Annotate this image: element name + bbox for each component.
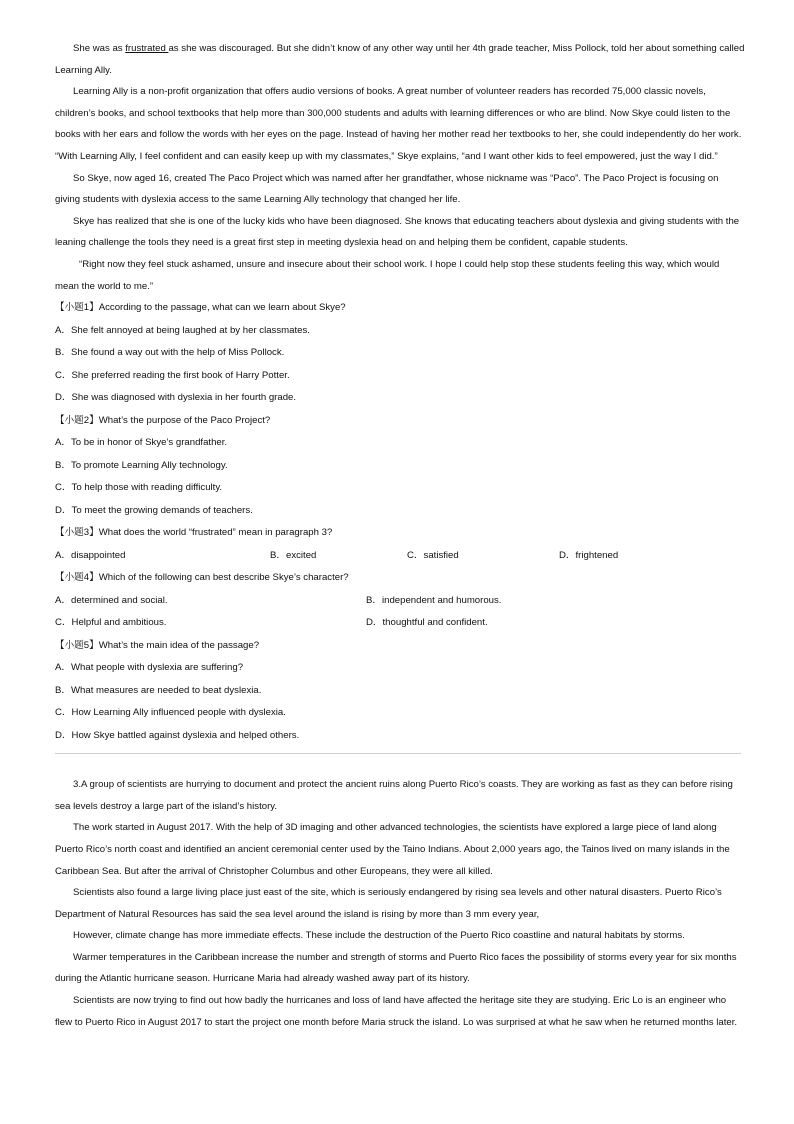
question-2-stem: 【小题2】What’s the purpose of the Paco Project? [55, 414, 271, 426]
question-1-option-b: B．She found a way out with the help of Miss Pollock. [55, 347, 285, 359]
question-5-stem: 【小题5】What’s the main idea of the passage? [55, 639, 260, 651]
question-3-option-a: A．disappointed [55, 549, 126, 561]
question-5-option-a: A．What people with dyslexia are suffering? [55, 662, 244, 674]
question-2-option-b: B．To promote Learning Ally technology. [55, 459, 228, 471]
question-2-option-d: D．To meet the growing demands of teachers. [55, 504, 253, 516]
question-1-option-d: D．She was diagnosed with dyslexia in her fourth grade. [55, 392, 297, 404]
question-2-option-a: A．To be in honor of Skye’s grandfather. [55, 437, 228, 449]
passage1-paragraph-2: Learning Ally is a non-profit organization that offers audio versions of books. A great number of volunteer readers has recorded 75,000 classic novels, children’s books, and school textbooks that help more than 300,000 students and adults with learning differences or who are blind. Now Skye could listen to the books with her ears and follow the words with her eyes on the page. Instead of having her mother read her textbooks to her, she could independently do her work. “With Learning Ally, I feel confident and can easily keep up with my classmates,” Skye explains, “and I want other kids to feel empowered, just the way I did.” [55, 86, 742, 162]
question-4-option-b: B．independent and humorous. [366, 594, 502, 606]
passage3-paragraph-2: The work started in August 2017. With the help of 3D imaging and other advanced technologies, the scientists have explored a large piece of land along Puerto Rico’s north coast and identified an ancient ceremonial center used by the Taino Indians. About 2,000 years ago, the Tainos lived on many islands in the Caribbean Sea. But after the arrival of Christopher Columbus and other Europeans, they were all killed. [55, 822, 730, 877]
question-4-option-a: A．determined and social. [55, 594, 168, 606]
question-4-option-c: C．Helpful and ambitious. [55, 617, 167, 629]
passage3-paragraph-5: Warmer temperatures in the Caribbean increase the number and strength of storms and Puerto Rico faces the possibility of storms every year for six months during the Atlantic hurricane season. Hurricane Maria had already washed away part of its history. [55, 951, 737, 985]
underlined-word: frustrated [125, 43, 169, 54]
question-3-options [55, 545, 745, 568]
passage3-paragraph-3: Scientists also found a large living place just east of the site, which is seriously endangered by rising sea levels and other natural disasters. Puerto Rico’s Department of Natural Resources has said the sea level around the island is rising by more than 3 mm every year, [55, 887, 722, 920]
question-2-option-c: C．To help those with reading difficulty. [55, 482, 223, 494]
document-page [55, 38, 745, 1033]
question-3-option-c: C．satisfied [407, 549, 459, 561]
question-4-stem: 【小题4】Which of the following can best describe Skye’s character? [55, 572, 349, 584]
passage1-paragraph-3: So Skye, now aged 16, created The Paco Project which was named after her grandfather, whose nickname was “Paco”. The Paco Project is focusing on giving students with dyslexia access to the same Learning Ally technology that changed her life. [55, 172, 719, 206]
question-4-option-d: D．thoughtful and confident. [366, 617, 488, 629]
passage1-paragraph-4: Skye has realized that she is one of the lucky kids who have been diagnosed. She knows that educating teachers about dyslexia and giving students with the leaning challenge the tools they need is a great first step in meeting dyslexia head on and helping them be confident, capable students. [55, 215, 740, 249]
question-4-options-row-1 [55, 590, 745, 613]
text-run: She was as [73, 43, 126, 54]
question-1-option-a: A．She felt annoyed at being laughed at by her classmates. [55, 324, 310, 336]
question-1-stem: 【小题1】According to the passage, what can we learn about Skye? [55, 302, 346, 314]
text-run: as she was discouraged. But she didn’t know of any other way until her 4th grade teacher, Miss Pollock, told her about something called Learning Ally. [55, 43, 745, 76]
section-divider [55, 753, 741, 754]
question-5-option-c: C．How Learning Ally influenced people with dyslexia. [55, 707, 286, 719]
question-4-options-row-2 [55, 612, 745, 635]
question-5-option-b: B．What measures are needed to beat dyslexia. [55, 684, 262, 696]
question-1-option-c: C．She preferred reading the first book of Harry Potter. [55, 369, 290, 381]
question-3-stem: 【小题3】What does the world “frustrated” mean in paragraph 3? [55, 527, 333, 539]
passage3-paragraph-4: However, climate change has more immediate effects. These include the destruction of the Puerto Rico coastline and natural habitats by storms. [73, 930, 685, 942]
question-3-option-d: D．frightened [559, 549, 619, 561]
question-5-option-d: D．How Skye battled against dyslexia and helped others. [55, 729, 300, 741]
passage3-paragraph-6: Scientists are now trying to find out how badly the hurricanes and loss of land have affected the heritage site they are studying. Eric Lo is an engineer who flew to Puerto Rico in August 2017 to start the project one month before Maria struck the island. Lo was surprised at what he saw when he returned months later. [55, 995, 738, 1028]
passage1-paragraph-1 [55, 38, 745, 81]
passage1-paragraph-5: “Right now they feel stuck ashamed, unsure and insecure about their school work. I hope I could help stop these students feeling this way, which would mean the world to me.” [55, 258, 720, 292]
question-3-option-b: B．excited [270, 549, 317, 561]
passage3-paragraph-1: 3.A group of scientists are hurrying to document and protect the ancient ruins along Puerto Rico’s coasts. They are working as fast as they can before rising sea levels destroy a large part of the island’s history. [55, 779, 733, 812]
